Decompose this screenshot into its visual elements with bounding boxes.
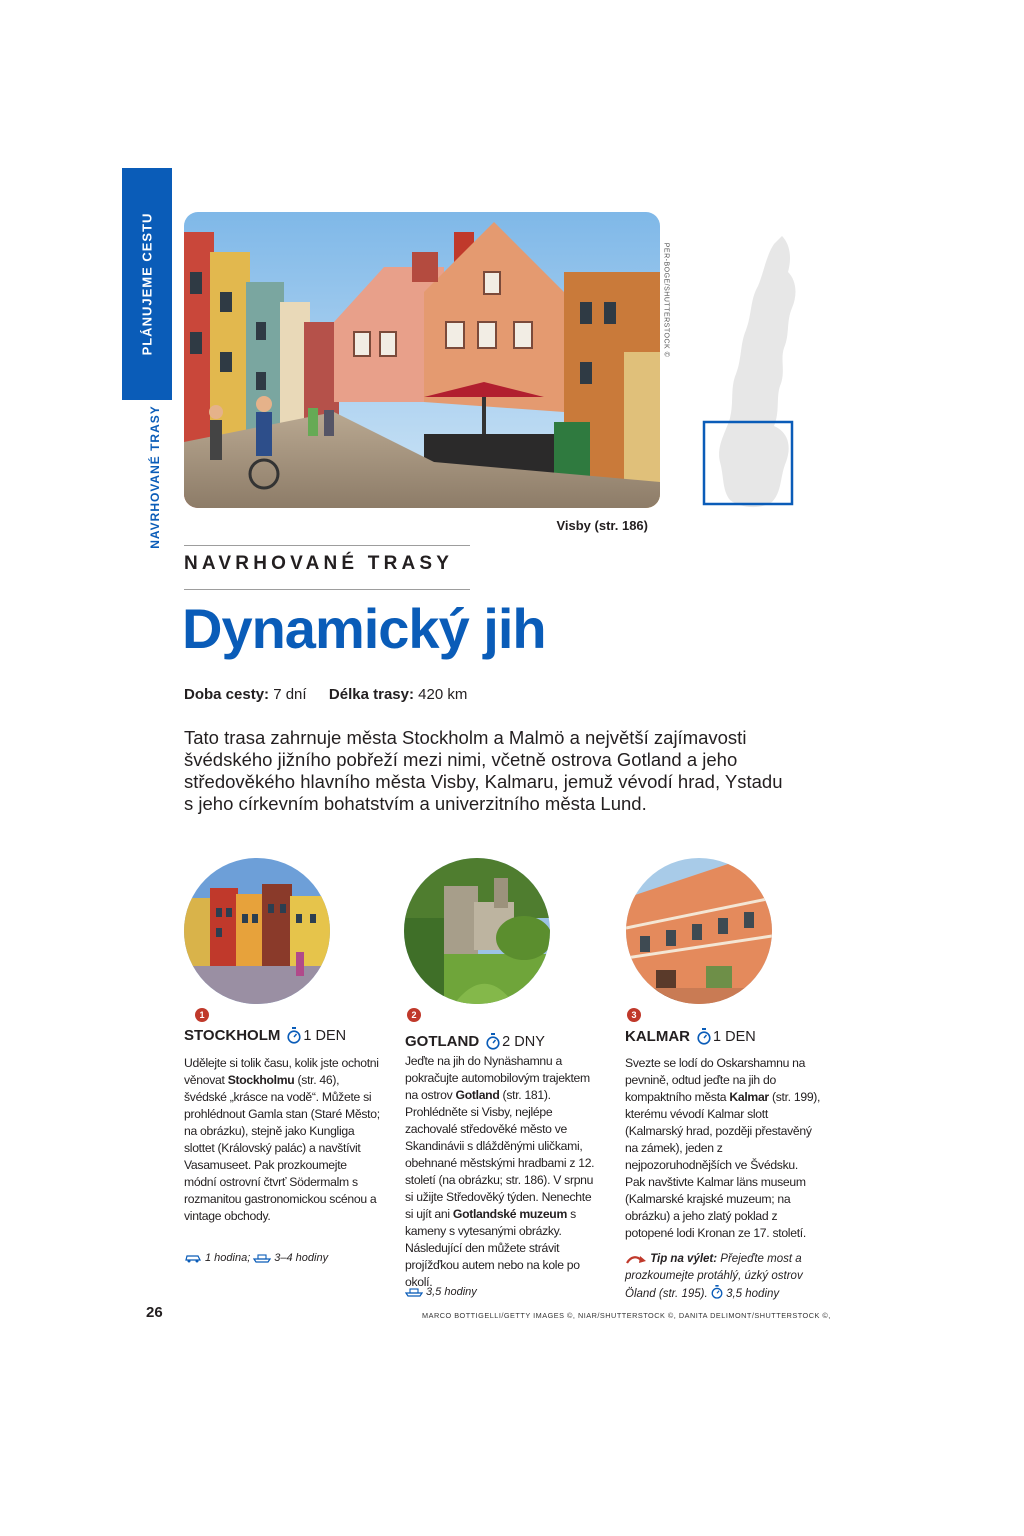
gotland-photo [404, 858, 550, 1004]
stockholm-photo [184, 858, 330, 1004]
hero-photo-caption: Visby (str. 186) [556, 518, 648, 533]
duration-label: Doba cesty: [184, 686, 270, 703]
transit-info [184, 1252, 328, 1264]
kicker-rule-bottom [184, 589, 470, 590]
section-kicker: NAVRHOVANÉ TRASY [184, 553, 454, 574]
stop-heading [184, 1027, 346, 1044]
stopwatch-icon [486, 1033, 500, 1050]
photo-credits: MARCO BOTTIGELLI/GETTY IMAGES ©, NIAR/SHUTTERSTOCK ©, DANITA DELIMONT/SHUTTERSTOCK ©, [422, 1311, 831, 1320]
stop-duration: 1 DEN [713, 1028, 756, 1045]
car-icon [184, 1253, 202, 1263]
highlighted-place-name: Gotland [455, 1088, 500, 1102]
stop-description [625, 1055, 821, 1242]
sweden-map-icon [700, 230, 810, 520]
body-text: Jeďte na jih do Nynäshamnu a pokračujte automobilovým trajektem na ostrov [405, 1054, 590, 1102]
body-text: Udělejte si tolik času, kolik jste ochotni věnovat [184, 1056, 379, 1087]
tip-text: Přejeďte most a prozkoumejte protáhlý, úzký ostrov Öland (str. 195). [625, 1253, 803, 1300]
stop-name: STOCKHOLM [184, 1027, 281, 1044]
stop-duration: 1 DEN [303, 1027, 347, 1044]
stop-number-badge: 2 [407, 1008, 421, 1022]
kicker-rule-top [184, 545, 470, 546]
hero-photo-credit: PER-BOGE/SHUTTERSTOCK © [662, 242, 670, 358]
body-text: (str. 46), švédské „krásce na vodě“. Můžete si prohlédnout Gamla stan (Staré Město; na obrázku), stejně jako Kungliga slottet (Královský palác) a navštívit Vasamuseet. Pak prozkoumejte módní ostrovní čtvrť Södermalm s rozmanitou gastronomickou scénou a vintage obchody. [184, 1073, 380, 1223]
transit-info [405, 1286, 477, 1298]
stop-heading [625, 1028, 756, 1045]
stop-name: GOTLAND [405, 1033, 480, 1050]
section-tab-label: PLÁNUJEME CESTU [139, 212, 155, 356]
length-value: 420 km [418, 686, 468, 703]
transit-ferry-time: 3–4 hodiny [274, 1252, 329, 1264]
stop-number-badge: 3 [627, 1008, 641, 1022]
stopwatch-icon [711, 1285, 723, 1299]
highlighted-place-name: Stockholmu [227, 1073, 295, 1087]
body-text: (str. 181). Prohlédněte si Visby, nejlépe zachovalé středověké město ve Skandinávii s dlážděnými uličkami, obehnané městskými hradbami z 12. století (na obrázku; str. 186). V srpnu si užijte Středověký týden. Nenechte si ujít ani [405, 1088, 595, 1221]
stop-description [405, 1053, 601, 1291]
duration-value: 7 dní [273, 686, 307, 703]
tip-duration: 3,5 hodiny [726, 1288, 780, 1300]
side-trip-tip [625, 1251, 831, 1303]
stopwatch-icon [697, 1028, 711, 1045]
hero-photo [184, 212, 660, 508]
ferry-icon [253, 1253, 271, 1263]
trip-meta [184, 686, 467, 703]
stopwatch-icon [287, 1027, 301, 1044]
length-label: Délka trasy: [328, 686, 414, 703]
body-text: (str. 199), kterému vévodí Kalmar slott (Kalmarský hrad, později přestavěný na zámek), jeden z nejpozoruhodnějších ve Švédsku. Pak navštivte Kalmar läns museum (Kalmarské krajské muzeum; na obrázku) a jeho zlatý poklad z potopené lodi Kronan ze 17. století. [625, 1090, 821, 1240]
transit-ferry-time: 3,5 hodiny [426, 1286, 477, 1298]
highlighted-place-name: Kalmar [729, 1090, 769, 1104]
tip-label: Tip na výlet: [650, 1253, 718, 1265]
body-text: s kameny s vytesanými obrázky. Následující den můžete strávit projížďkou autem nebo na kole po okolí. [405, 1207, 580, 1289]
stop-heading [405, 1033, 545, 1050]
kalmar-photo [626, 858, 772, 1004]
stop-name: KALMAR [625, 1028, 690, 1045]
stop-number-badge: 1 [195, 1008, 209, 1022]
stop-duration: 2 DNY [502, 1033, 545, 1050]
intro-paragraph: Tato trasa zahrnuje města Stockholm a Malmö a největší zajímavosti švédského jižního pobřeží mezi nimi, včetně ostrova Gotland a jeho středověkého hlavního města Visby, Kalmaru, jemuž vévodí hrad, Ystadu s jeho církevním bohatstvím a univerzitního města Lund. [184, 727, 783, 814]
route-arrow-icon [625, 1254, 647, 1264]
highlighted-place-name: Gotlandské muzeum [452, 1207, 567, 1221]
transit-car-time: 1 hodina; [205, 1252, 251, 1264]
body-text: Svezte se lodí do Oskarshamnu na pevnině, odtud jeďte na jih do kompaktního města [625, 1056, 806, 1104]
page-number: 26 [146, 1304, 163, 1321]
page-title: Dynamický jih [182, 597, 546, 660]
ferry-icon [405, 1287, 423, 1297]
section-side-label: NAVRHOVANÉ TRASY [148, 405, 162, 549]
stop-description [184, 1055, 380, 1225]
